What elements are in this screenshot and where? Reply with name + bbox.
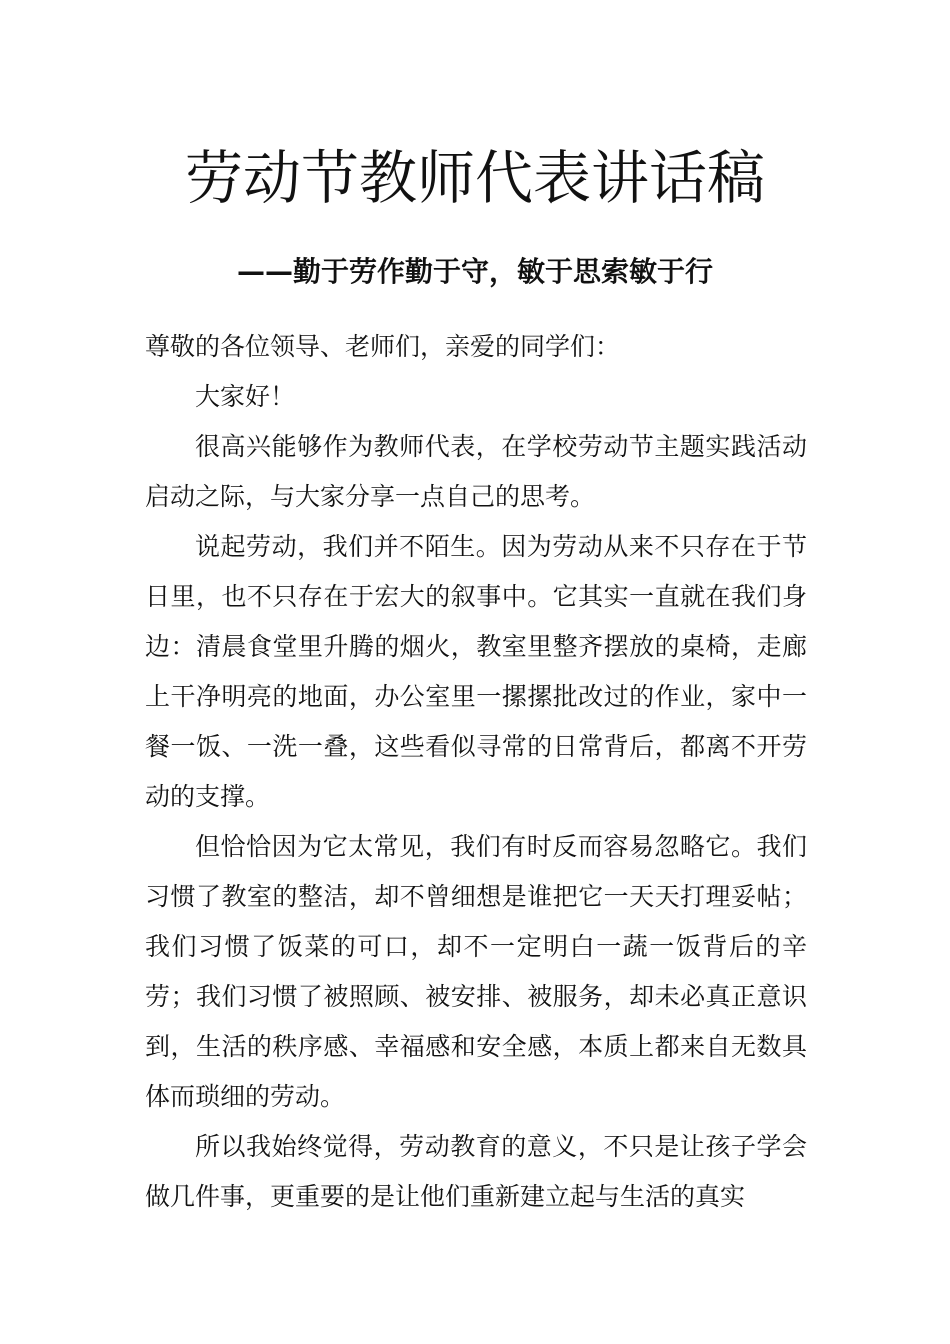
document-body [145, 322, 807, 1222]
paragraph-labor-overlooked: 但恰恰因为它太常见，我们有时反而容易忽略它。我们习惯了教室的整洁，却不曾细想是谁把它一天天打理妥帖；我们习惯了饭菜的可口，却不一定明白一蔬一饭背后的辛劳；我们习惯了被照顾、被安排、被服务，却未必真正意识到，生活的秩序感、幸福感和安全感，本质上都来自无数具体而琐细的劳动。 [145, 832, 807, 1111]
document-title: 劳动节教师代表讲话稿 [184, 144, 765, 212]
paragraph-labor-everyday: 说起劳动，我们并不陌生。因为劳动从来不只存在于节日里，也不只存在于宏大的叙事中。它其实一直就在我们身边：清晨食堂里升腾的烟火，教室里整齐摆放的桌椅，走廊上干净明亮的地面，办公室里一摞摞批改过的作业，家中一餐一饭、一洗一叠，这些看似寻常的日常背后，都离不开劳动的支撑。 [145, 532, 807, 811]
paragraph-labor-education: 所以我始终觉得，劳动教育的意义，不只是让孩子学会做几件事，更重要的是让他们重新建立起与生活的真实 [145, 1132, 807, 1211]
salutation: 尊敬的各位领导、老师们，亲爱的同学们： [145, 332, 621, 361]
paragraph-greeting: 大家好！ [195, 382, 296, 411]
document-subtitle: ——勤于劳作勤于守，敏于思索敏于行 [236, 255, 713, 288]
paragraph-intro: 很高兴能够作为教师代表，在学校劳动节主题实践活动启动之际，与大家分享一点自己的思考。 [145, 432, 807, 511]
